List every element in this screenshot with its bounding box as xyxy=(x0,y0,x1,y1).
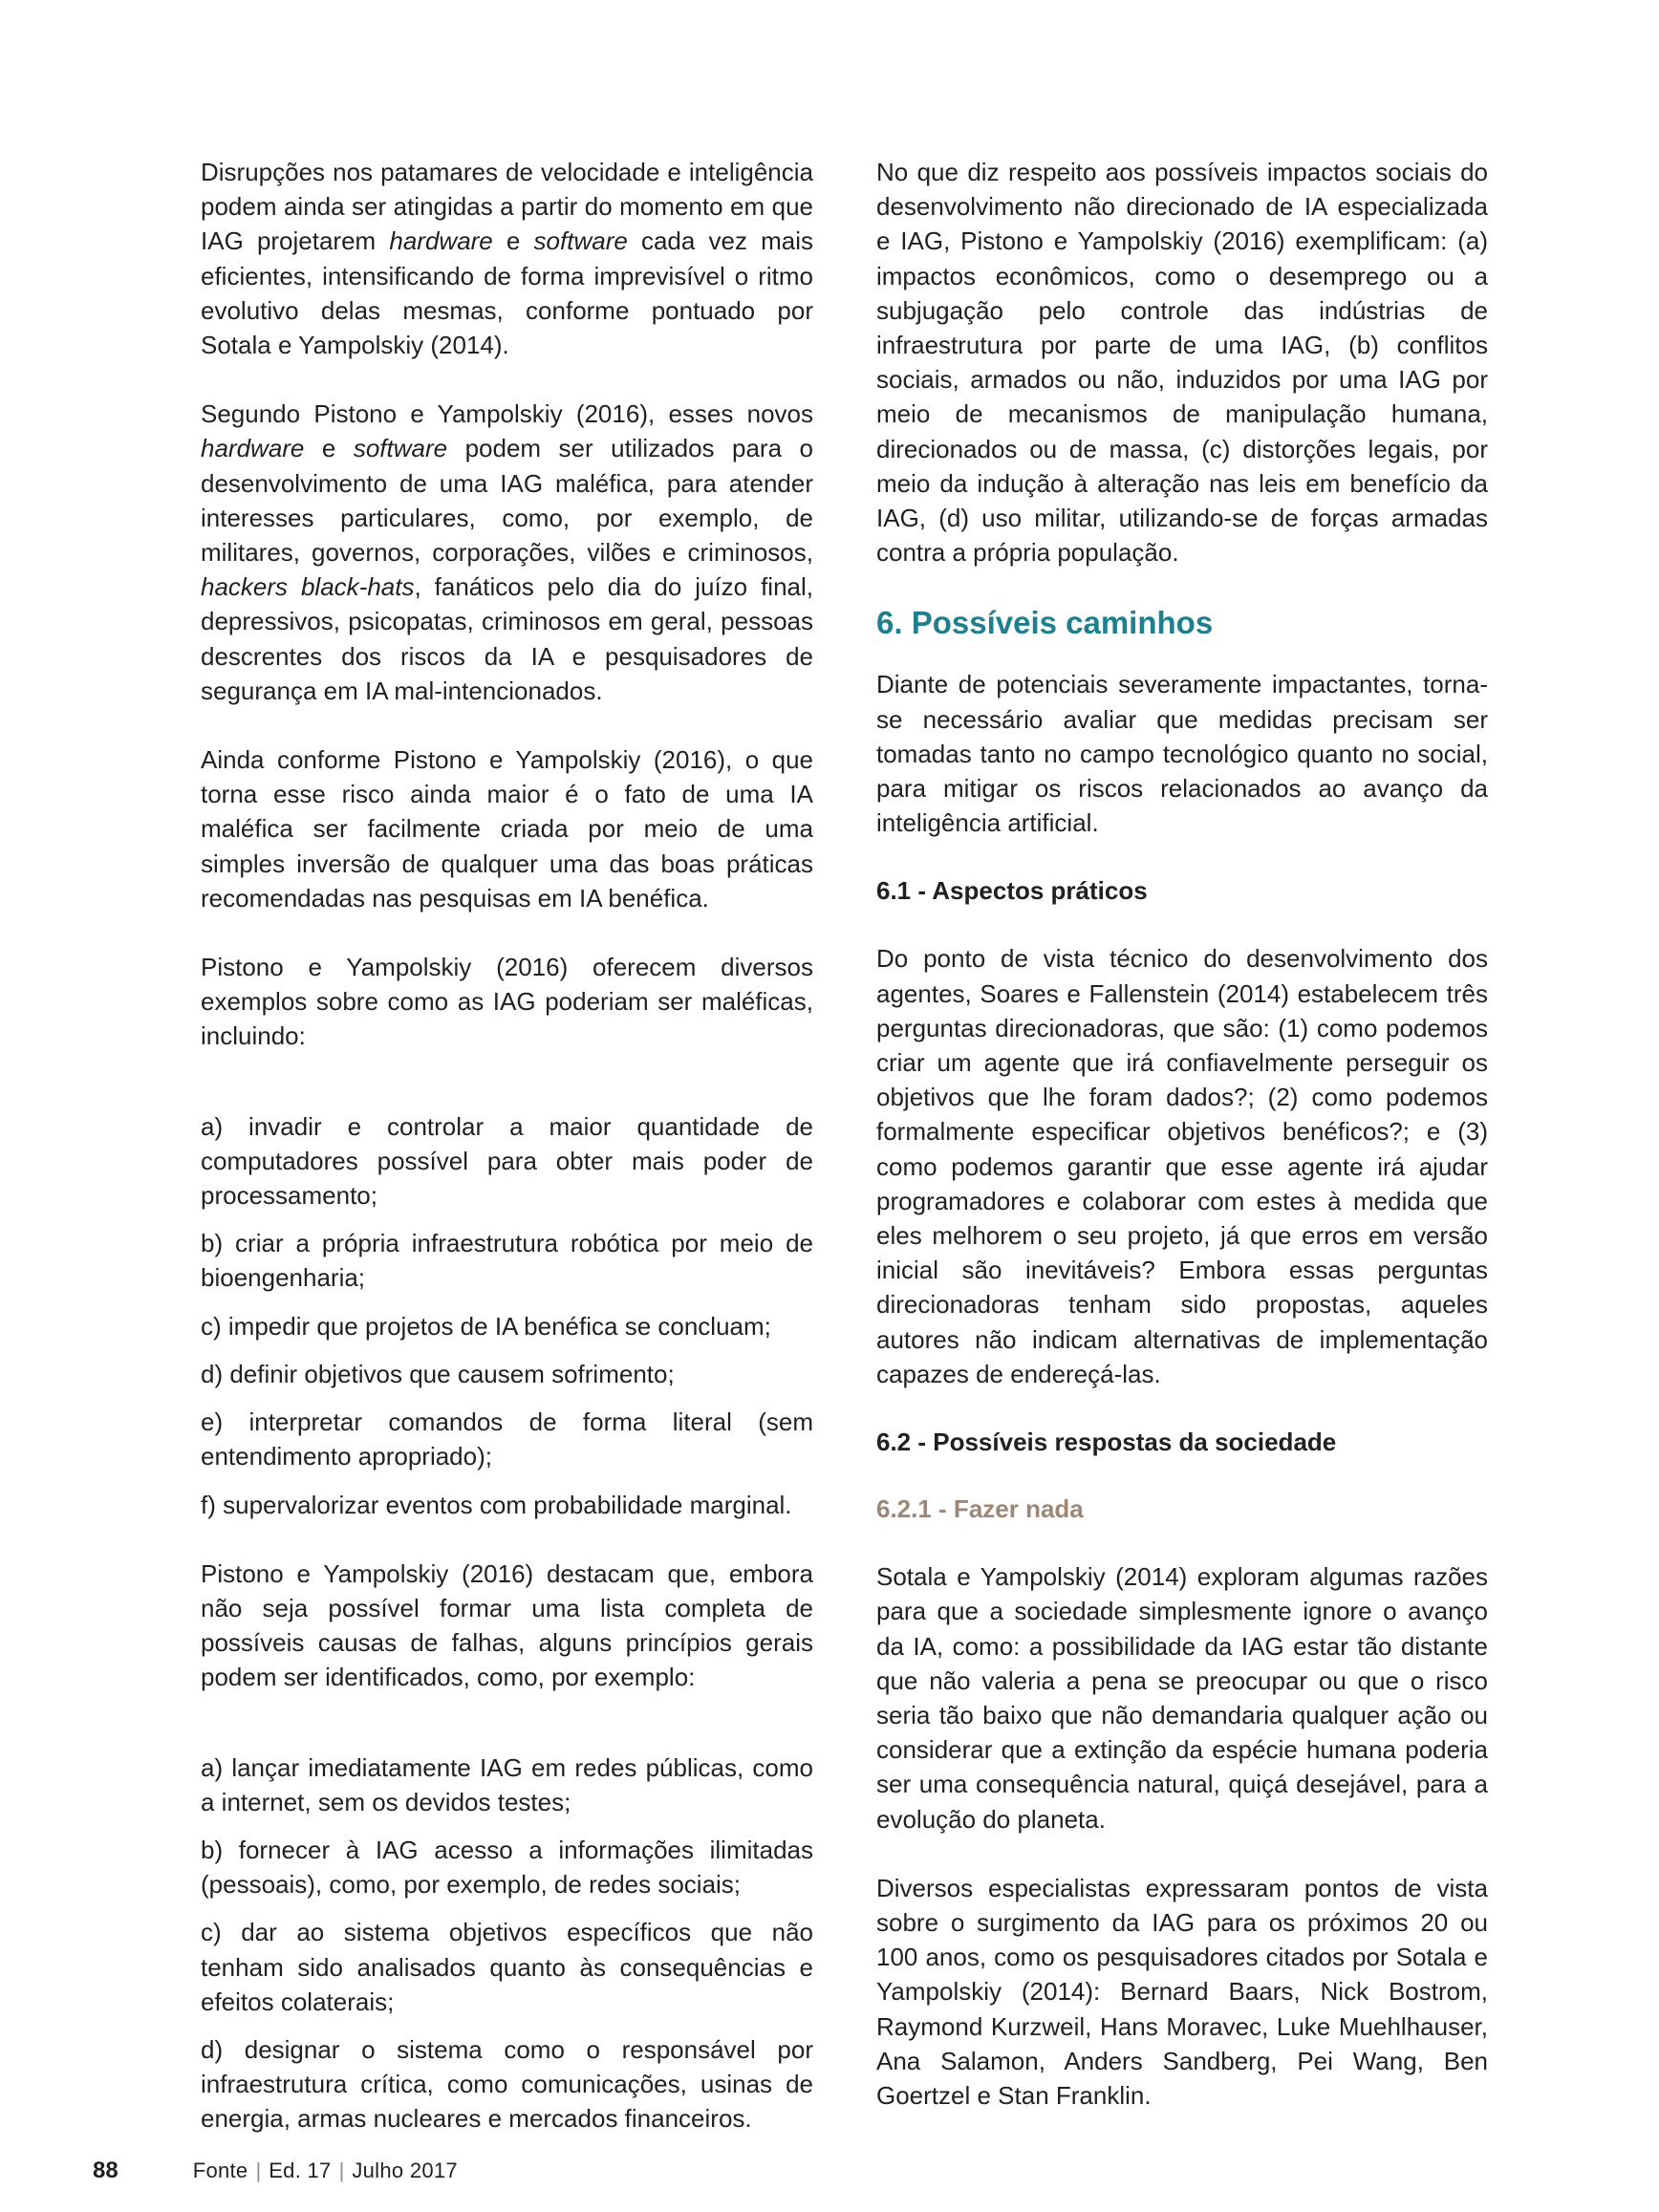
list-item: b) fornecer à IAG acesso a informações ilimitadas (pessoais), como, por exemplo, de redes sociais; xyxy=(201,1835,813,1900)
list-item: a) lançar imediatamente IAG em redes públicas, como a internet, sem os devidos testes; xyxy=(201,1752,813,1816)
list-item: c) dar ao sistema objetivos específicos que não tenham sido analisados quanto às consequências e efeitos colaterais; xyxy=(201,1918,813,2016)
list-item: d) definir objetivos que causem sofrimento; xyxy=(201,1359,675,1388)
text-span: e xyxy=(492,226,534,256)
list-item: e) interpretar comandos de forma literal (sem entendimento apropriado); xyxy=(201,1407,813,1471)
list-item: a) invadir e controlar a maior quantidade de computadores possível para obter mais poder de processamento; xyxy=(201,1111,813,1211)
italic-term: software xyxy=(533,226,628,256)
text-span: , fanáticos pelo dia do juízo final, depressivos, psicopatas, criminosos em geral, pessoas descrentes dos riscos da IA e pesquisadores de segurança em IA mal-intencionados. xyxy=(201,572,813,705)
subsection-heading: 6.1 - Aspectos práticos xyxy=(876,876,1148,906)
page-number: 88 xyxy=(93,2158,118,2183)
text-span: Segundo Pistono e Yampolskiy (2016), esses novos xyxy=(201,399,813,429)
list-item: d) designar o sistema como o responsável por infraestrutura crítica, como comunicações, usinas de energia, armas nucleares e mercados financeiros. xyxy=(201,2034,813,2134)
list-item: c) impedir que projetos de IA benéfica se concluam; xyxy=(201,1311,771,1341)
paragraph: Pistono e Yampolskiy (2016) oferecem diversos exemplos sobre como as IAG poderiam ser maléficas, incluindo: xyxy=(201,953,813,1051)
subsubsection-heading: 6.2.1 - Fazer nada xyxy=(876,1494,1084,1524)
italic-term: hackers black-hats xyxy=(201,572,415,602)
paragraph: Diante de potenciais severamente impactantes, torna-se necessário avaliar que medidas precisam ser tomadas tanto no campo tecnológico quanto no social, para mitigar os riscos relacionados ao avanço da inteligência artificial. xyxy=(876,670,1488,838)
text-span: Disrupções nos patamares de velocidade e inteligência podem ainda ser atingidas a partir do momento em que IAG projetarem xyxy=(201,158,813,256)
publication-name: Fonte xyxy=(192,2158,248,2182)
italic-term: software xyxy=(353,434,448,463)
paragraph: Diversos especialistas expressaram pontos de vista sobre o surgimento da IAG para os próximos 20 ou 100 anos, como os pesquisadores citados por Sotala e Yampolskiy (2014): Bernard Baars, Nick Bostrom, Raymond Kurzweil, Hans Moravec, Luke Muehlhauser, Ana Salamon, Anders Sandberg, Pei Wang, Ben Goertzel e Stan Franklin. xyxy=(876,1873,1488,2110)
malicious-examples-list xyxy=(201,1109,813,1522)
text-span: e xyxy=(304,434,354,463)
list-item: b) criar a própria infraestrutura robótica por meio de bioengenharia; xyxy=(201,1229,813,1293)
paragraph: Pistono e Yampolskiy (2016) destacam que, embora não seja possível formar uma lista completa de possíveis causas de falhas, alguns princípios gerais podem ser identificados, como, por exemplo: xyxy=(201,1558,813,1692)
paragraph: Ainda conforme Pistono e Yampolskiy (2016), o que torna esse risco ainda maior é o fato de uma IA maléfica ser facilmente criada por meio de uma simples inversão de qualquer uma das boas práticas recomendadas nas pesquisas em IA benéfica. xyxy=(201,745,813,913)
separator: | xyxy=(338,2158,345,2182)
separator: | xyxy=(255,2158,262,2182)
paragraph: Sotala e Yampolskiy (2014) exploram algumas razões para que a sociedade simplesmente ignore o avanço da IA, como: a possibilidade da IAG estar tão distante que não valeria a pena se preocupar ou que o risco seria tão baixo que não demandaria qualquer ação ou considerar que a extinção da espécie humana poderia ser uma consequência natural, quiçá desejável, para a evolução do planeta. xyxy=(876,1562,1488,1834)
paragraph xyxy=(201,397,813,708)
italic-term: hardware xyxy=(201,434,305,463)
paragraph xyxy=(201,155,813,362)
paragraph: No que diz respeito aos possíveis impactos sociais do desenvolvimento não direcionado de IA especializada e IAG, Pistono e Yampolskiy (2016) exemplificam: (a) impactos econômicos, como o desemprego ou a subjugação pelo controle das indústrias de infraestrutura por parte de uma IAG, (b) conflitos sociais, armados ou não, induzidos por uma IAG por meio de mecanismos de manipulação humana, direcionados ou de massa, (c) distorções legais, por meio da indução à alteração nas leis em benefício da IAG, (d) uso militar, utilizando-se de forças armadas contra a própria população. xyxy=(876,158,1488,568)
edition-label: Ed. 17 xyxy=(269,2158,332,2182)
left-column xyxy=(201,155,813,2137)
subsection-heading: 6.2 - Possíveis respostas da sociedade xyxy=(876,1428,1337,1457)
issue-date: Julho 2017 xyxy=(352,2158,458,2182)
list-item: f) supervalorizar eventos com probabilidade marginal. xyxy=(201,1490,792,1519)
section-heading: 6. Possíveis caminhos xyxy=(876,605,1214,641)
text-span: podem ser utilizados para o desenvolvimento de uma IAG maléfica, para atender interesses particulares, como, por exemplo, de militares, governos, corporações, vilões e criminosos, xyxy=(201,434,813,568)
text-span: cada vez mais eficientes, intensificando de forma imprevisível o ritmo evolutivo delas mesmas, conforme pontuado por Sotala e Yampolskiy (2014). xyxy=(201,226,813,360)
page-footer xyxy=(93,2158,458,2184)
right-column xyxy=(876,155,1488,2113)
italic-term: hardware xyxy=(389,226,493,256)
paragraph: Do ponto de vista técnico do desenvolvimento dos agentes, Soares e Fallenstein (2014) estabelecem três perguntas direcionadoras, que são: (1) como podemos criar um agente que irá confiavelmente perseguir os objetivos que lhe foram dados?; (2) como podemos formalmente especificar objetivos benéficos?; e (3) como podemos garantir que esse agente irá ajudar programadores e colaborar com estes à medida que eles melhorem o seu projeto, já que erros em versão inicial são inevitáveis? Embora essas perguntas direcionadoras tenham sido propostas, aqueles autores não indicam alternativas de implementação capazes de endereçá-las. xyxy=(876,944,1488,1388)
failure-principles-list xyxy=(201,1750,813,2137)
